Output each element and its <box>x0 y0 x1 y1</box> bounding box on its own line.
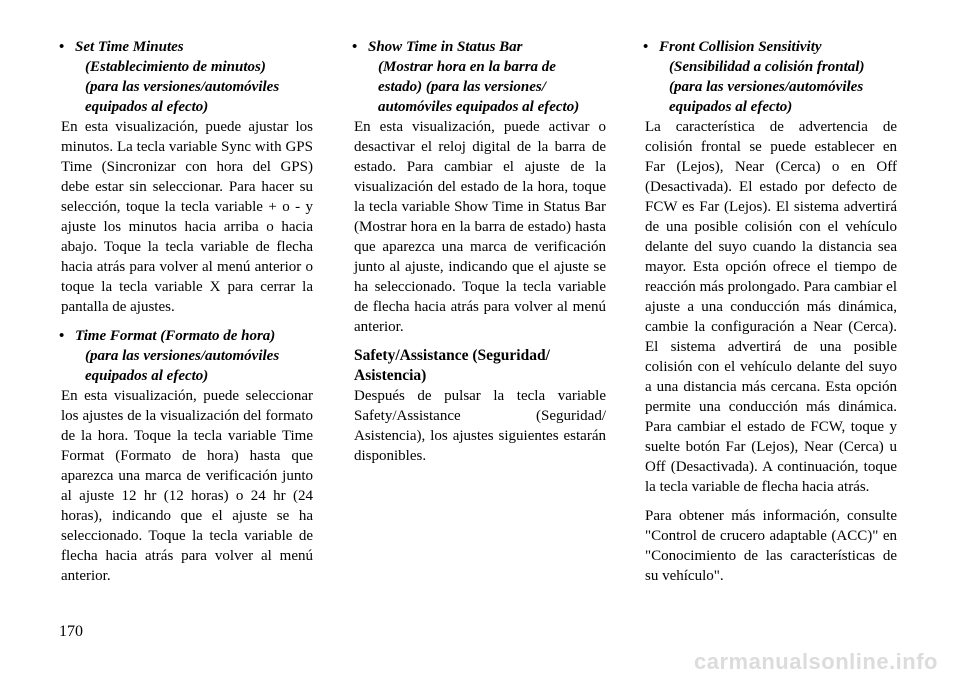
column-2 <box>354 37 606 466</box>
bullet-title: Set Time Minutes <box>75 39 184 55</box>
column-1 <box>61 37 313 586</box>
column-3 <box>645 37 897 586</box>
bullet-dot-icon: • <box>352 39 358 55</box>
body-paragraph: Para obtener más información, consulte "Control de crucero adaptable (ACC)" en "Conocimiento de las características de su vehículo". <box>645 508 897 584</box>
bullet-subtitle-line: equipados al efecto) <box>85 99 209 115</box>
watermark-text: carmanualsonline.info <box>694 649 938 674</box>
bullet-subtitle-line: (para las versiones/automóviles <box>85 79 280 95</box>
bullet-subtitle-line: estado) (para las versiones/ <box>378 79 546 95</box>
section-heading-line: Safety/Assistance (Seguridad/ <box>354 347 550 364</box>
body-paragraph: La característica de advertencia de colisión frontal se puede establecer en Far (Lejos), Near (Cerca) o en Off (Desactivada). El estado por defecto de FCW es Far (Lejos). El sistema advertirá de una posible colisión con el vehículo delante del suyo cuando la distancia sea mayor. Esta opción ofrece el tiempo de reacción más prolongado. Para cambiar el ajuste a una conducción más dinámica, cambie la configuración a Near (Cerca). El sistema advertirá de una posible colisión con el vehículo delante del suyo a una distancia más cercana. Esta opción permite una conducción más dinámica. Para cambiar el estado de FCW, toque y suelte botón Far (Lejos), Near (Cerca) u Off (Desactivada). A continuación, toque la tecla variable de flecha hacia atrás. <box>645 119 897 495</box>
bullet-dot-icon: • <box>643 39 649 55</box>
bullet-item <box>645 37 897 117</box>
bullet-item <box>61 37 313 117</box>
section-heading-line: Asistencia) <box>354 367 427 384</box>
bullet-title: Time Format (Formato de hora) <box>75 328 276 344</box>
section-heading <box>354 346 606 386</box>
bullet-title: Front Collision Sensitivity <box>659 39 822 55</box>
body-paragraph: En esta visualización, puede seleccionar los ajustes de la visualización del formato de la hora. Toque la tecla variable Time Format (Formato de hora) hasta que aparezca una marca de verificación junto al ajuste 12 hr (12 horas) o 24 hr (24 horas), indicando que el ajuste se ha seleccionado. Toque la tecla variable de flecha hacia atrás para volver al menú anterior. <box>61 388 313 584</box>
body-paragraph: En esta visualización, puede ajustar los minutos. La tecla variable Sync with GPS Time (Sincronizar con hora del GPS) debe estar sin seleccionar. Para hacer su selección, toque la tecla variable + o - y ajuste los minutos hacia arriba o hacia abajo. Toque la tecla variable de flecha hacia atrás para volver al menú anterior o toque la tecla variable X para cerrar la pantalla de ajustes. <box>61 119 313 315</box>
body-paragraph: En esta visualización, puede activar o desactivar el reloj digital de la barra de estado. Para cambiar el ajuste de la visualización del estado de la hora, toque la tecla variable Show Time in Status Bar (Mostrar hora en la barra de estado) hasta que aparezca una marca de verificación junto al ajuste, indicando que el ajuste se ha seleccionado. Toque la tecla variable de flecha hacia atrás para volver al menú anterior. <box>354 119 606 335</box>
bullet-subtitle-line: automóviles equipados al efecto) <box>378 99 580 115</box>
bullet-dot-icon: • <box>59 39 65 55</box>
bullet-title: Show Time in Status Bar <box>368 39 523 55</box>
bullet-dot-icon: • <box>59 328 65 344</box>
bullet-subtitle-line: equipados al efecto) <box>85 368 209 384</box>
bullet-subtitle-line: (Sensibilidad a colisión frontal) <box>669 59 865 75</box>
bullet-item <box>61 326 313 386</box>
bullet-subtitle-line: (Establecimiento de minutos) <box>85 59 266 75</box>
bullet-subtitle-line: (para las versiones/automóviles <box>669 79 864 95</box>
bullet-subtitle-line: (para las versiones/automóviles <box>85 348 280 364</box>
bullet-item <box>354 37 606 117</box>
page-number: 170 <box>59 623 83 640</box>
bullet-subtitle-line: equipados al efecto) <box>669 99 793 115</box>
bullet-subtitle-line: (Mostrar hora en la barra de <box>378 59 556 75</box>
body-paragraph: Después de pulsar la tecla variable Safety/Assistance (Seguridad/ Asistencia), los ajustes siguientes estarán disponibles. <box>354 388 606 464</box>
